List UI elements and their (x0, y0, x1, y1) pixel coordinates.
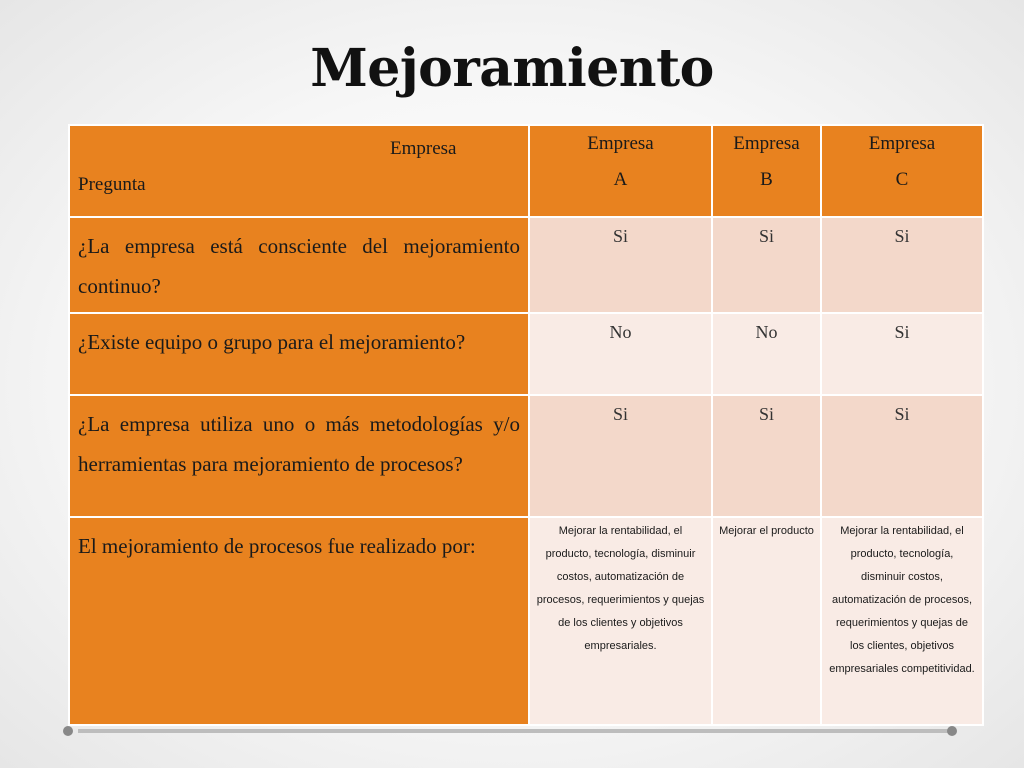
table-row (69, 217, 983, 313)
answer-cell: Mejorar la rentabilidad, el producto, tecnología, disminuir costos, automatización de procesos, requerimientos y quejas de los clientes y objetivos empresariales. (529, 517, 712, 725)
decorative-dot-left (63, 726, 73, 736)
header-letter: B (760, 169, 773, 190)
slide-title: Mejoramiento (310, 38, 714, 99)
answer-cell: Si (712, 217, 821, 313)
question-text: ¿La empresa utiliza uno o más metodologías y/o herramientas para mejoramiento de procesos? (78, 412, 520, 476)
table-row (69, 313, 983, 395)
header-letter: C (895, 169, 909, 190)
question-cell (69, 313, 529, 395)
header-corner-pregunta: Pregunta (78, 174, 146, 195)
answer-cell: Si (821, 395, 983, 517)
answer-cell: No (529, 313, 712, 395)
answer-cell: Si (821, 217, 983, 313)
question-cell (69, 517, 529, 725)
header-label: Empresa (733, 133, 800, 154)
answer-cell: Si (821, 313, 983, 395)
answer-cell: Si (529, 217, 712, 313)
answer-cell: No (712, 313, 821, 395)
answer-cell: Si (529, 395, 712, 517)
header-empresa-a (529, 125, 712, 217)
comparison-table (68, 124, 984, 726)
question-cell (69, 395, 529, 517)
header-label: Empresa (868, 133, 936, 154)
decorative-bottom-line (78, 729, 948, 733)
header-corner-empresa: Empresa (390, 138, 457, 159)
question-text: ¿Existe equipo o grupo para el mejoramiento? (78, 330, 466, 354)
header-label: Empresa (587, 133, 654, 154)
decorative-dot-right (947, 726, 957, 736)
answer-cell: Mejorar el producto (712, 517, 821, 725)
header-letter: A (613, 169, 628, 190)
answer-cell: Mejorar la rentabilidad, el producto, tecnología, disminuir costos, automatización de procesos, requerimientos y quejas de los clientes, objetivos empresariales competitividad. (821, 517, 983, 725)
question-text: ¿La empresa está consciente del mejoramiento continuo? (78, 234, 520, 298)
header-corner-cell (69, 125, 529, 217)
answer-cell: Si (712, 395, 821, 517)
header-empresa-b (712, 125, 821, 217)
question-text: El mejoramiento de procesos fue realizado por: (78, 534, 476, 558)
header-empresa-c (821, 125, 983, 217)
header-row (69, 125, 983, 217)
table-row (69, 395, 983, 517)
question-cell (69, 217, 529, 313)
table-row (69, 517, 983, 725)
